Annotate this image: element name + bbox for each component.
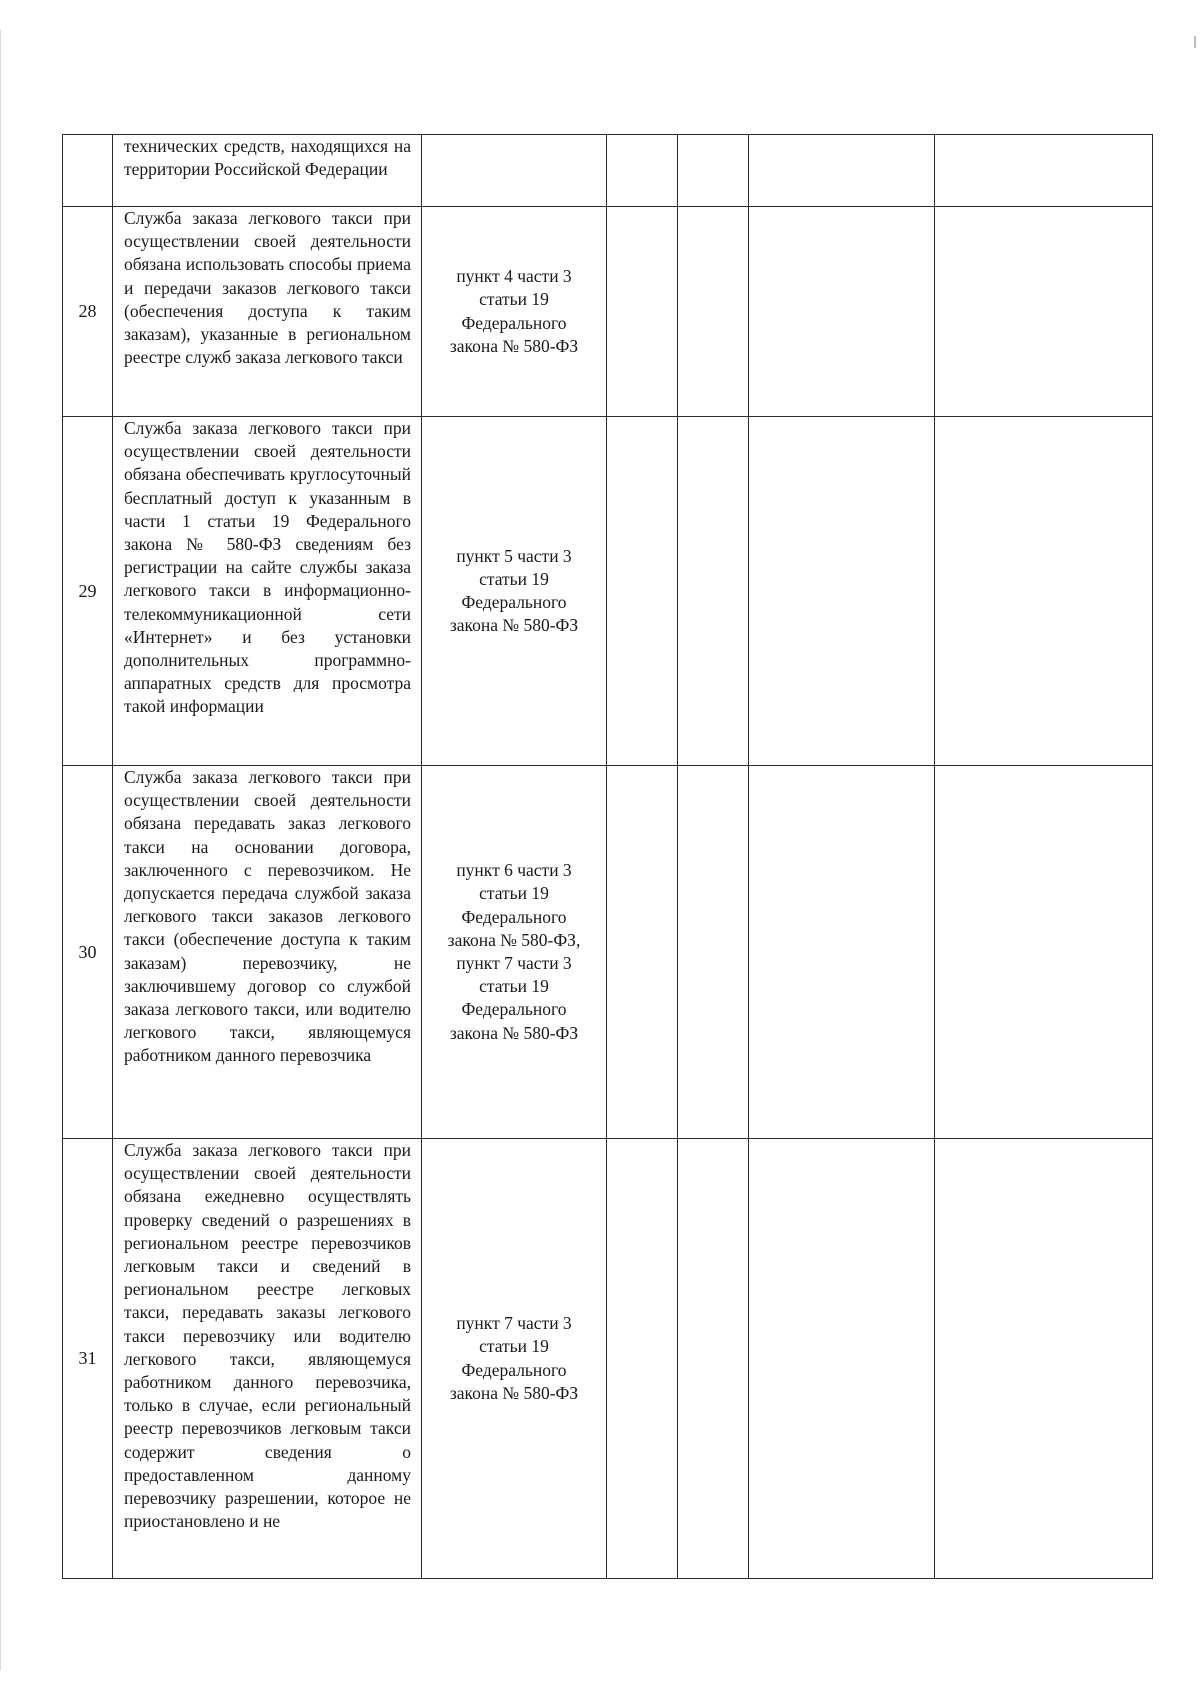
reference-line: пункт 5 части 3 bbox=[456, 545, 572, 566]
empty-cell bbox=[749, 1139, 935, 1579]
empty-cell bbox=[678, 766, 749, 1139]
reference-line: закона № 580-ФЗ bbox=[449, 335, 579, 356]
reference-line: статьи 19 bbox=[479, 883, 549, 904]
legal-reference bbox=[422, 766, 607, 1139]
table-row bbox=[63, 766, 1153, 1139]
legal-reference bbox=[422, 417, 607, 766]
reference-line: пункт 6 части 3 bbox=[456, 860, 572, 881]
reference-line: закона № 580-ФЗ bbox=[449, 1382, 579, 1403]
empty-cell bbox=[607, 1139, 678, 1579]
reference-line: закона № 580-ФЗ bbox=[449, 1022, 579, 1043]
empty-cell bbox=[678, 1139, 749, 1579]
legal-reference bbox=[422, 1139, 607, 1579]
empty-cell bbox=[607, 135, 678, 207]
empty-cell bbox=[935, 766, 1153, 1139]
empty-cell bbox=[935, 207, 1153, 417]
reference-line: статьи 19 bbox=[479, 1336, 549, 1357]
reference-line: закона № 580-ФЗ bbox=[449, 615, 579, 636]
reference-line: пункт 4 части 3 bbox=[456, 266, 572, 287]
requirement-text: Служба заказа легкового такси при осуществлении своей деятельности обязана ежедневно осуществлять проверку сведений о разрешениях в региональном реестре перевозчиков легковым такси и сведений в региональном реестре легковых такси, передавать заказы легкового такси перевозчику или водителю легкового такси, являющемуся работником данного перевозчика, только в случае, если региональный реестр перевозчиков легковым такси содержит сведения о предоставленном данному перевозчику разрешении, которое не приостановлено и не bbox=[113, 1139, 422, 1579]
reference-line: Федерального bbox=[461, 1359, 567, 1380]
reference-line: Федерального bbox=[461, 999, 567, 1020]
requirements-table bbox=[62, 134, 1153, 1579]
row-number: 28 bbox=[63, 207, 113, 417]
reference-line: Федерального bbox=[461, 592, 567, 612]
reference-line: пункт 7 части 3 bbox=[456, 1313, 572, 1334]
requirement-text: Служба заказа легкового такси при осуществлении своей деятельности обязана передавать заказ легкового такси на основании договора, заключенного с перевозчиком. Не допускается передача службой заказа легкового такси заказов легкового такси (обеспечение доступа к таким заказам) перевозчику, не заключившему договор со службой заказа легкового такси, или водителю легкового такси, являющемуся работником данного перевозчика bbox=[113, 766, 422, 1139]
row-number: 29 bbox=[63, 417, 113, 766]
row-number: 30 bbox=[63, 766, 113, 1139]
empty-cell bbox=[607, 766, 678, 1139]
empty-cell bbox=[935, 417, 1153, 766]
requirement-text: Служба заказа легкового такси при осуществлении своей деятельности обязана использовать способы приема и передачи заказов легкового такси (обеспечения доступа к таким заказам), указанные в региональном реестре служб заказа легкового такси bbox=[113, 207, 422, 417]
table-row bbox=[63, 135, 1153, 207]
empty-cell bbox=[749, 417, 935, 766]
empty-cell bbox=[678, 417, 749, 766]
reference-line: Федерального bbox=[461, 906, 567, 927]
empty-cell bbox=[749, 207, 935, 417]
table-row bbox=[63, 1139, 1153, 1579]
table-row bbox=[63, 417, 1153, 766]
reference-line: пункт 7 части 3 bbox=[456, 953, 572, 973]
requirement-text: Служба заказа легкового такси при осуществлении своей деятельности обязана обеспечивать круглосуточный бесплатный доступ к указанным в части 1 статьи 19 Федерального закона № 580-ФЗ сведениям без регистрации на сайте службы заказа легкового такси в информационно-телекоммуникационной сети «Интернет» и без установки дополнительных программно-аппаратных средств для просмотра такой информации bbox=[113, 417, 422, 766]
empty-cell bbox=[607, 207, 678, 417]
reference-line: статьи 19 bbox=[479, 976, 549, 997]
empty-cell bbox=[935, 135, 1153, 207]
row-number bbox=[63, 135, 113, 207]
legal-reference bbox=[422, 207, 607, 417]
row-number: 31 bbox=[63, 1139, 113, 1579]
scan-edge-mark bbox=[1194, 36, 1196, 48]
table-row bbox=[63, 207, 1153, 417]
reference-line: закона № 580-ФЗ, bbox=[447, 929, 581, 950]
scan-left-edge bbox=[0, 30, 1, 1670]
empty-cell bbox=[607, 417, 678, 766]
empty-cell bbox=[935, 1139, 1153, 1579]
legal-reference bbox=[422, 135, 607, 207]
requirement-text: технических средств, находящихся на территории Российской Федерации bbox=[113, 135, 422, 207]
empty-cell bbox=[749, 135, 935, 207]
empty-cell bbox=[749, 766, 935, 1139]
empty-cell bbox=[678, 207, 749, 417]
reference-line: статьи 19 bbox=[479, 289, 549, 310]
reference-line: статьи 19 bbox=[479, 568, 549, 589]
reference-line: Федерального bbox=[461, 312, 567, 333]
empty-cell bbox=[678, 135, 749, 207]
